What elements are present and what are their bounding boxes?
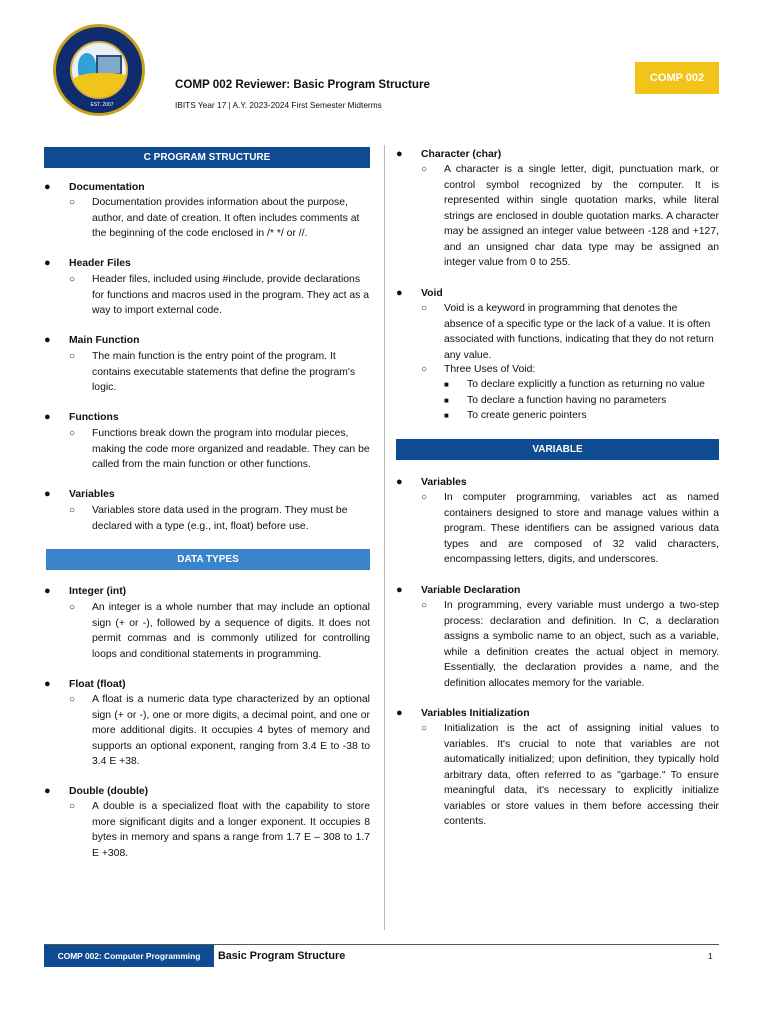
item-title: Main Function (69, 335, 140, 346)
sub-item-var-initialization (421, 721, 719, 830)
sub-bullet: ○ (69, 694, 76, 705)
logo-monitor-figure (96, 55, 122, 75)
square-bullet: ■ (444, 380, 449, 389)
sub-item-character (421, 162, 719, 271)
item-title: Functions (69, 412, 119, 423)
item-text: In programming, every variable must undergo a two-step process: declaration and definition. In C, a declaration assigns a symbolic name to an object, such as a variable, while a definition creates the actual object in memory. Essentially, the declaration provides a name, and the definition allocates memory for the variable. (444, 600, 719, 689)
item-text: Initialization is the act of assigning initial values to variables. It's crucial to note that variables are not automatically initialized; upon definition, they typically hold arbitrary data, often referred to as "garbage." To ensure meaningful data, it's necessary to explicitly initialize variables or store values in them before accessing their contents. (444, 723, 719, 827)
item-title: Variables Initialization (421, 708, 530, 719)
section-header-data-types: DATA TYPES (46, 549, 370, 570)
sub-item-double (69, 799, 370, 861)
sub-item-integer (69, 600, 370, 662)
item-title: Double (double) (69, 786, 149, 797)
footer-course-badge: COMP 002: Computer Programming (44, 945, 214, 967)
logo-emblem (70, 41, 128, 99)
document-subtitle: IBITS Year 17 | A.Y. 2023-2024 First Semester Midterms (175, 100, 382, 110)
bullet: ● (44, 334, 51, 346)
sub-bullet: ○ (69, 505, 76, 516)
item-text: An integer is a whole number that may include an optional sign (+ or -), followed by a sequence of digits. It does not permit commas and is commonly utilized for controlling loops and conditional statements in programming. (92, 602, 370, 660)
item-title: Variables (69, 489, 115, 500)
sub-item-main-function (69, 349, 370, 396)
void-use-3 (444, 408, 719, 424)
bullet: ● (44, 257, 51, 269)
item-text: A float is a numeric data type characterized by an optional sign (+ or -), one or more digits, a decimal point, and one or more additional digits. It occupies 4 bytes of memory and supports an optional exponent, ranging from 3.4 E to -38 to 3.4 E +38. (92, 694, 370, 767)
item-text: In computer programming, variables act as named containers designed to store and manage values within a program. These identifiers can be assigned various data types and are composed of 32 valid characters, encompassing letters, digits, and underscores. (444, 492, 719, 565)
item-title: Header Files (69, 258, 131, 269)
item-text: A double is a specialized float with the capability to store more significant digits and a longer exponent. It occupies 8 bytes in memory and spans a range from 1.7 E – 308 to 1.7 E +308. (92, 801, 370, 859)
sub-item-documentation (69, 195, 370, 242)
sub-bullet: ○ (421, 492, 428, 503)
sub-item-variables (69, 503, 370, 534)
item-text: Three Uses of Void: (444, 364, 536, 375)
sub-bullet: ○ (69, 351, 76, 362)
item-text: A character is a single letter, digit, punctuation mark, or control symbol recognized by the computer. It is represented within single quotation marks, while literal strings are enclosed in double quotation marks. A character may be assigned an integer value between -128 and +127, and an unsigned char data type may be assigned an integer value from 0 to 255. (444, 164, 719, 268)
item-title: Integer (int) (69, 586, 127, 597)
item-title: Variable Declaration (421, 585, 521, 596)
sub-item-functions (69, 426, 370, 473)
sub-item-float (69, 692, 370, 770)
bullet: ● (44, 585, 51, 597)
void-use-1 (444, 377, 719, 393)
sub-bullet: ○ (421, 723, 428, 734)
sub-bullet: ○ (69, 801, 76, 812)
bullet: ● (44, 411, 51, 423)
sub-bullet: ○ (421, 600, 428, 611)
item-text: To declare explicitly a function as returning no value (467, 379, 705, 390)
item-text: The main function is the entry point of the program. It contains executable statements that define the program's logic. (92, 351, 356, 393)
item-text: To create generic pointers (467, 410, 587, 421)
item-title: Documentation (69, 182, 145, 193)
bullet: ● (44, 678, 51, 690)
bullet: ● (44, 488, 51, 500)
sub-bullet: ○ (69, 274, 76, 285)
section-header-c-program-structure: C PROGRAM STRUCTURE (44, 147, 370, 168)
document-title: COMP 002 Reviewer: Basic Program Structure (175, 78, 430, 91)
item-text: Functions break down the program into modular pieces, making the code more organized and readable. They can be called from the main function or other functions. (92, 428, 370, 470)
page-number: 1 (708, 951, 713, 961)
footer-title: Basic Program Structure (218, 950, 346, 962)
sub-item-void-uses (421, 362, 719, 378)
item-text: To declare a function having no parameters (467, 395, 667, 406)
school-logo (53, 24, 145, 116)
item-text: Variables store data used in the program. They must be declared with a type (e.g., int, float) before use. (92, 505, 348, 532)
bullet: ● (396, 707, 403, 719)
sub-bullet: ○ (421, 303, 428, 314)
sub-bullet: ○ (421, 164, 428, 175)
bullet: ● (396, 584, 403, 596)
item-text: Documentation provides information about the purpose, author, and date of creation. It often includes comments at the beginning of the code enclosed in /* */ or //. (92, 197, 360, 239)
sub-item-var-declaration (421, 598, 719, 691)
item-title: Variables (421, 477, 467, 488)
bullet: ● (396, 287, 403, 299)
square-bullet: ■ (444, 411, 449, 420)
bullet: ● (44, 181, 51, 193)
item-title: Float (float) (69, 679, 126, 690)
sub-item-vars (421, 490, 719, 568)
section-header-variable: VARIABLE (396, 439, 719, 460)
item-title: Character (char) (421, 149, 502, 160)
bullet: ● (44, 785, 51, 797)
logo-wave-figure (70, 73, 128, 99)
sub-item-void (421, 301, 719, 363)
sub-bullet: ○ (69, 428, 76, 439)
item-text: Header files, included using #include, provide declarations for functions and macros used in the program. They act as a way to import external code. (92, 274, 370, 316)
bullet: ● (396, 476, 403, 488)
sub-bullet: ○ (69, 197, 76, 208)
course-badge: COMP 002 (635, 62, 719, 94)
square-bullet: ■ (444, 396, 449, 405)
logo-est-label: EST. 2007 (86, 101, 118, 110)
column-divider (384, 145, 385, 930)
sub-bullet: ○ (69, 602, 76, 613)
sub-item-header-files (69, 272, 370, 319)
item-text: Void is a keyword in programming that denotes the absence of a specific type or the lack of a value. It is often associated with functions, indicating that they do not return any value. (444, 303, 714, 361)
sub-bullet: ○ (421, 364, 428, 375)
bullet: ● (396, 148, 403, 160)
void-use-2 (444, 393, 719, 409)
item-title: Void (421, 288, 443, 299)
